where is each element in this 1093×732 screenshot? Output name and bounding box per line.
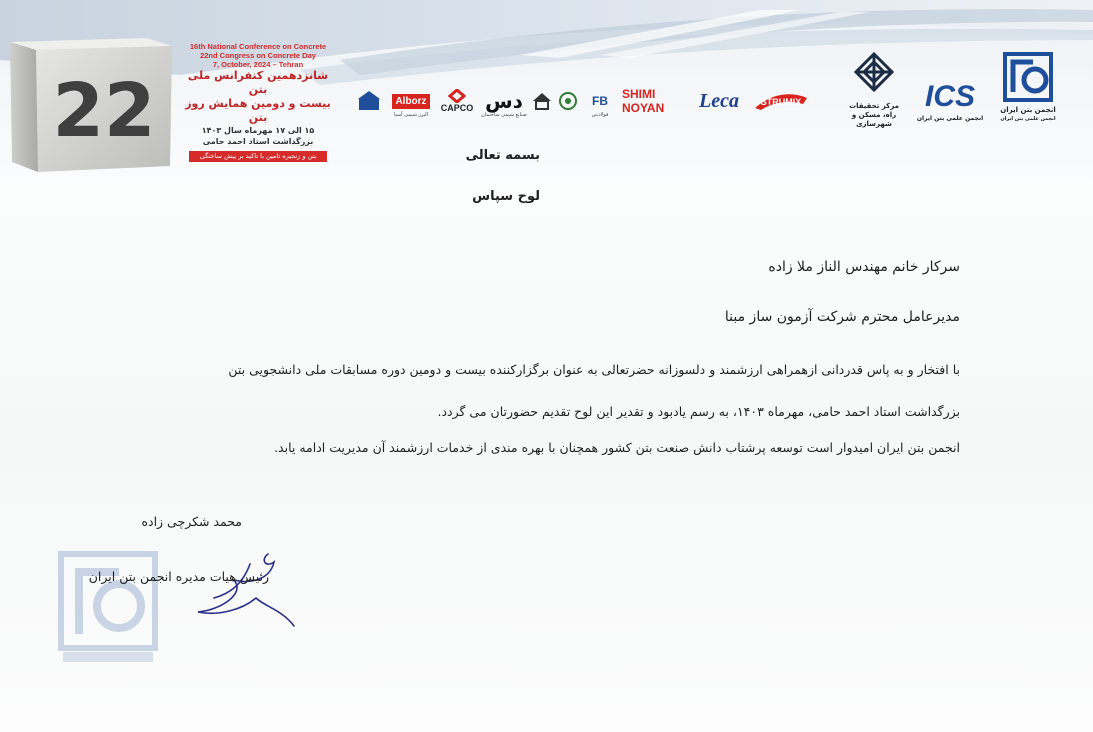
header-banner — [0, 0, 1093, 185]
conference-date: ۱۵ الی ۱۷ مهرماه سال ۱۴۰۳ — [201, 126, 315, 135]
sponsor-logo-leca: Leca — [699, 89, 739, 112]
capco-mark-icon — [448, 89, 466, 103]
cube-number: 22 — [52, 68, 156, 154]
conference-theme-strip: بتن و زنجیره تامین با تاکید بر پیش ساختگی — [189, 151, 327, 162]
recipient-name: سرکار خانم مهندس الناز ملا زاده — [768, 259, 960, 275]
sponsor-logo-building — [352, 84, 386, 118]
partner-logo-research-center: مرکز تحقیقات راه، مسکن و شهرسازی — [838, 52, 910, 129]
research-center-knot-icon — [854, 52, 894, 98]
concrete-cube-22-logo — [6, 36, 174, 174]
partner-logo-iran-concrete: انجمن بتن ایران انجمن علمی بتن ایران — [996, 52, 1060, 124]
flower-emblem-icon — [558, 91, 578, 111]
sponsor-logo-capco: CAPCO — [436, 84, 478, 118]
partner-logo-ics: ICS انجمن علمی بتن ایران — [916, 80, 984, 122]
conference-en-line2: 22nd Congress on Concrete Day — [200, 51, 316, 60]
conference-en-line1: 16th National Conference on Concrete — [189, 42, 327, 51]
sponsor-logo-flower — [556, 84, 580, 118]
stamp-watermark — [55, 548, 165, 670]
conference-en-line3: 7, October, 2024 – Tehran — [212, 60, 304, 69]
conference-honor: بزرگداشت استاد احمد حامی — [202, 137, 314, 146]
sponsor-logo-fb: FB فولادبتن — [591, 94, 609, 118]
sponsor-logo-des: دس صنایع شیمی ساختمان — [481, 89, 527, 118]
conference-info — [178, 42, 338, 162]
handwritten-signature — [190, 550, 310, 635]
building-icon — [356, 90, 382, 112]
conference-fa-title: شانزدهمین کنفرانس ملی بتن — [187, 69, 329, 96]
conference-fa-subtitle: بیست و دومین همایش روز بتن — [185, 97, 331, 124]
sponsor-logo-alborz: Alborz البرز شیمی آسیا — [393, 95, 429, 118]
body-paragraph-2: بزرگداشت استاد احمد حامی، مهرماه ۱۴۰۳، به رسم یادبود و تقدیر این لوح تقدیم حضورتان می گردد. — [437, 404, 960, 419]
certificate-title: لوح سپاس — [472, 189, 540, 204]
sponsor-logo-strumix: STRUMIX — [752, 84, 810, 118]
sponsor-logos — [352, 84, 812, 124]
body-paragraph-3: انجمن بتن ایران امیدوار است توسعه پرشتاب دانش صنعت بتن کشور همچنان با بهره مندی از خدمات ارزشمند آن مدیریت ادامه یابد. — [274, 440, 960, 455]
basmala: بسمه تعالی — [465, 148, 540, 163]
sponsor-logo-house — [530, 84, 554, 118]
body-paragraph-1: با افتخار و به پاس قدردانی ازهمراهی ارزشمند و دلسوزانه حضرتعالی به عنوان برگزارکننده بیست و دومین دوره مسابقات ملی دانشجویی بتن — [228, 362, 960, 377]
iran-concrete-institute-emblem-icon — [1003, 52, 1053, 102]
signer-name: محمد شکرچی زاده — [141, 514, 242, 529]
sponsor-logo-shimi-noyan: SHIMI NOYAN — [622, 87, 665, 115]
recipient-position: مدیرعامل محترم شرکت آزمون ساز مبنا — [724, 309, 960, 325]
house-icon — [532, 91, 552, 111]
signer-title: رئیس هیات مدیره انجمن بتن ایران — [88, 569, 269, 584]
